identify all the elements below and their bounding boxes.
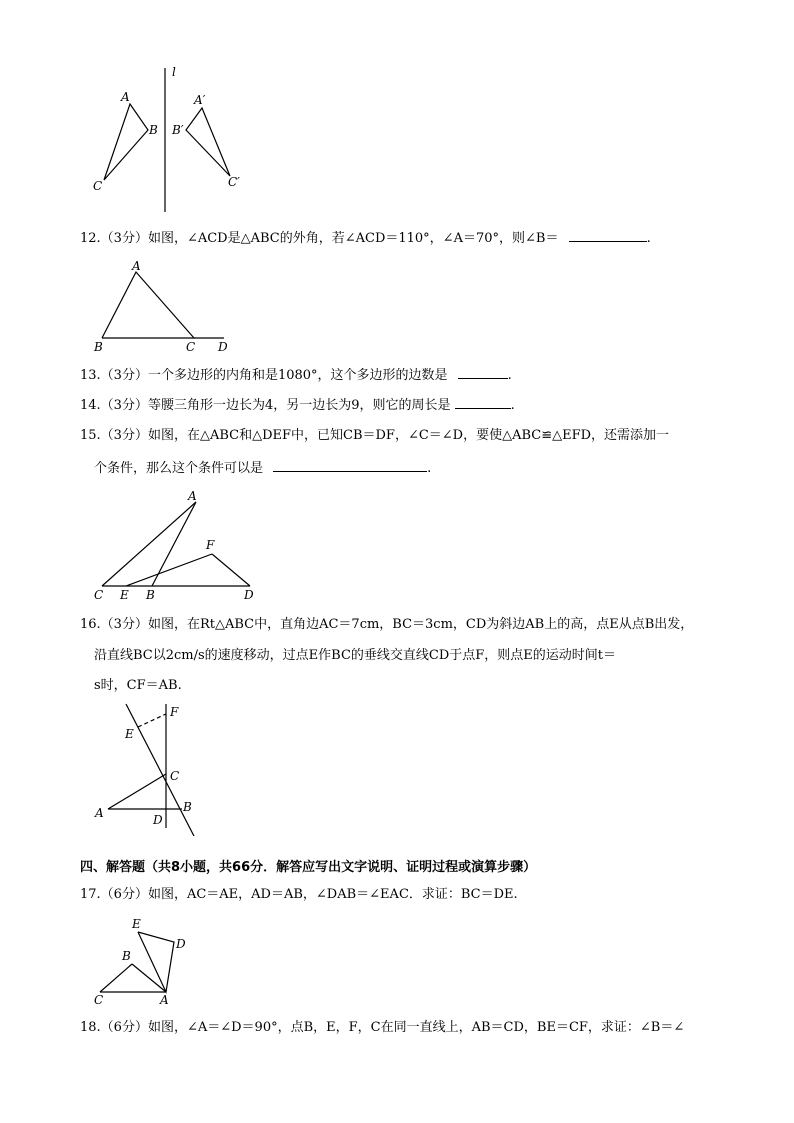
label-b: B	[149, 123, 158, 137]
segment-ca	[102, 502, 196, 586]
label-b-prime: B′	[172, 123, 184, 137]
label-d: D	[153, 813, 163, 827]
question-15-text: 个条件，那么这个条件可以是	[94, 461, 264, 476]
question-14-end: .	[510, 398, 515, 413]
label-c: C	[94, 993, 104, 1007]
label-d: D	[176, 937, 186, 951]
label-c: C	[94, 588, 104, 602]
question-15-line-2	[94, 459, 431, 478]
segment-cb	[100, 964, 132, 992]
label-a: A	[132, 259, 141, 273]
label-c: C	[93, 179, 103, 193]
label-e: E	[125, 727, 134, 741]
label-c-prime: C′	[228, 175, 240, 189]
label-l: l	[172, 65, 176, 79]
segment-fd	[212, 554, 250, 586]
figure-q16	[90, 700, 220, 836]
dashed-segment-ef	[138, 714, 166, 727]
question-16-line-1: 16.（3分）如图，在Rt△ABC中，直角边AC＝7cm，BC＝3cm，CD为斜边AB上的高，点E从点B出发，	[80, 617, 694, 632]
label-b: B	[146, 588, 155, 602]
question-13	[80, 366, 512, 385]
label-e: E	[120, 588, 129, 602]
label-e: E	[132, 917, 141, 931]
question-15-end: .	[427, 461, 432, 476]
question-13-end: .	[507, 368, 512, 383]
answer-blank-12[interactable]	[569, 229, 647, 242]
label-b: B	[94, 340, 103, 354]
answer-blank-14[interactable]	[455, 396, 511, 409]
label-a-prime: A′	[194, 93, 206, 107]
label-a: A	[95, 806, 104, 820]
question-17: 17.（6分）如图，AC＝AE，AD＝AB，∠DAB＝∠EAC．求证：BC＝DE.	[80, 887, 518, 902]
label-f: F	[206, 538, 215, 552]
question-14-text: 14.（3分）等腰三角形一边长为4，另一边长为9，则它的周长是	[80, 398, 451, 413]
label-f: F	[170, 705, 179, 719]
figure-q12	[90, 258, 250, 356]
label-c: C	[186, 340, 196, 354]
section-heading-4: 四、解答题（共8小题，共66分．解答应写出文字说明、证明过程或演算步骤）	[80, 860, 537, 875]
triangle-abc-prime	[186, 108, 230, 176]
answer-blank-13[interactable]	[458, 366, 508, 379]
triangle-abc	[104, 104, 148, 180]
question-16-line-2: 沿直线BC以2cm/s的速度移动，过点E作BC的垂线交直线CD于点F，则点E的运动时间t＝	[94, 648, 617, 663]
label-a: A	[160, 993, 169, 1007]
figure-q17	[90, 912, 200, 1008]
question-13-text: 13.（3分）一个多边形的内角和是1080°，这个多边形的边数是	[80, 368, 448, 383]
label-c: C	[170, 769, 180, 783]
question-18: 18.（6分）如图，∠A＝∠D＝90°，点B，E，F，C在同一直线上，AB＝CD，BE＝CF，求证：∠B＝∠	[80, 1020, 685, 1035]
label-b: B	[183, 800, 192, 814]
label-a: A	[121, 90, 130, 104]
figure-q11	[90, 60, 260, 220]
question-16-line-3: s时，CF＝AB.	[94, 678, 182, 693]
segment-ac	[108, 774, 166, 809]
segment-ba	[132, 964, 166, 992]
label-d: D	[218, 340, 228, 354]
question-12-end: .	[646, 231, 651, 246]
question-12	[80, 229, 651, 248]
question-15-line-1: 15.（3分）如图，在△ABC和△DEF中，已知CB＝DF，∠C＝∠D，要使△ABC≌△EFD，还需添加一	[80, 428, 670, 443]
triangle-abc-q12	[102, 272, 194, 338]
label-a: A	[188, 489, 197, 503]
label-b: B	[122, 949, 131, 963]
label-d: D	[244, 588, 254, 602]
segment-ef	[126, 554, 212, 586]
question-12-text: 12.（3分）如图，∠ACD是△ABC的外角，若∠ACD＝110°，∠A＝70°，则∠B＝	[80, 231, 559, 246]
answer-blank-15[interactable]	[273, 459, 427, 472]
question-14	[80, 396, 515, 415]
figure-q15	[90, 488, 270, 604]
